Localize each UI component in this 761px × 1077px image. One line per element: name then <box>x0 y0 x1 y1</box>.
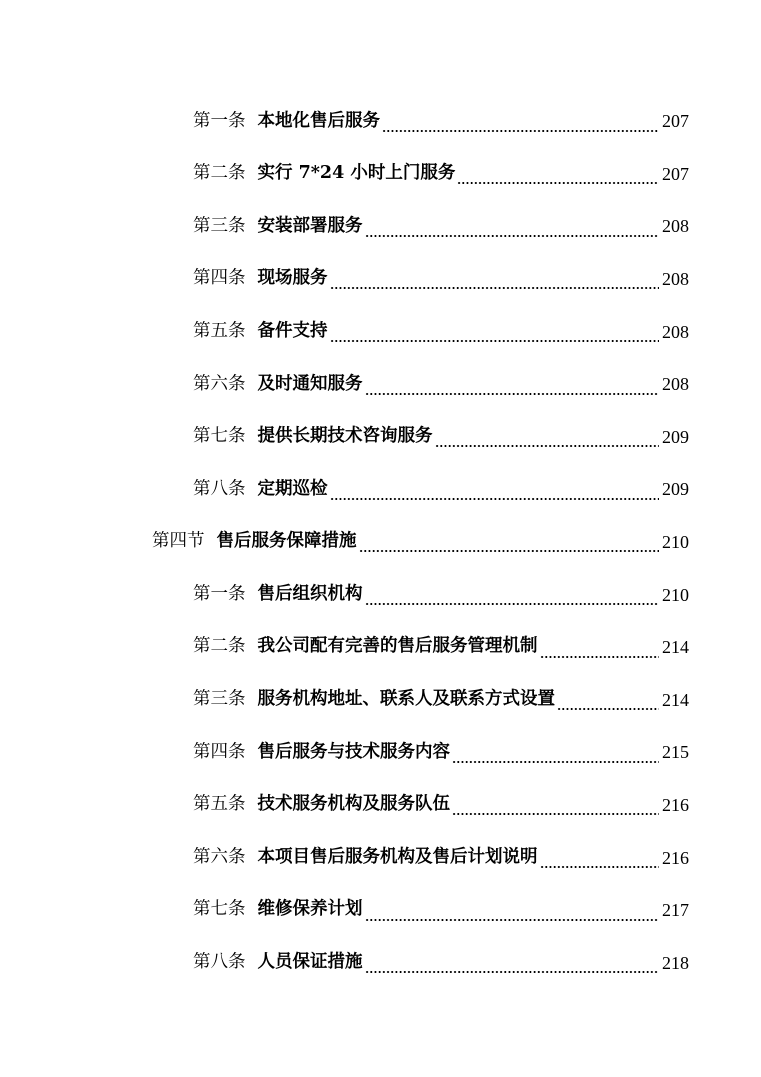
toc-entry-page: 216 <box>662 795 689 816</box>
toc-entry-page: 208 <box>662 269 689 290</box>
toc-entry-number: 第六条 <box>193 846 246 867</box>
toc-entry-title: 安装部署服务 <box>257 215 363 236</box>
dot-leader <box>540 865 660 869</box>
toc-entry-page: 208 <box>662 216 689 237</box>
toc-entry[interactable] <box>0 726 689 779</box>
toc-entry-number: 第三条 <box>193 215 246 236</box>
toc-entry[interactable] <box>0 200 689 253</box>
toc-entry-number: 第八条 <box>193 952 246 973</box>
toc-entry-title: 售后服务保障措施 <box>216 531 357 552</box>
toc-entry-number: 第七条 <box>193 426 246 447</box>
toc-entry-page: 215 <box>662 742 689 763</box>
dot-leader <box>330 339 660 343</box>
toc-entry-number: 第五条 <box>193 794 246 815</box>
toc-entry-number: 第三条 <box>193 689 246 710</box>
toc-entry-page: 209 <box>662 479 689 500</box>
toc-entry-title: 人员保证措施 <box>257 952 363 973</box>
dot-leader <box>359 549 660 553</box>
toc-entry-page: 210 <box>662 532 689 553</box>
toc-section-entry[interactable] <box>0 516 689 569</box>
toc-entry-number: 第一条 <box>193 583 246 604</box>
toc-entry-title: 实行 7*24 小时上门服务 <box>257 163 456 184</box>
toc-entry-title: 本地化售后服务 <box>257 110 380 131</box>
toc-entry-page: 218 <box>662 952 689 973</box>
toc-entry[interactable] <box>0 831 689 884</box>
toc-entry-title: 我公司配有完善的售后服务管理机制 <box>257 636 538 657</box>
toc-entry-number: 第四条 <box>193 741 246 762</box>
dot-leader <box>435 444 660 448</box>
toc-entry[interactable] <box>0 779 689 832</box>
dot-leader <box>365 234 660 238</box>
dot-leader <box>452 812 659 816</box>
toc-entry[interactable] <box>0 621 689 674</box>
toc-entry-page: 214 <box>662 637 689 658</box>
dot-leader <box>382 129 659 133</box>
dot-leader <box>365 602 660 606</box>
toc-entry-page: 209 <box>662 426 689 447</box>
toc-entry-number: 第五条 <box>193 320 246 341</box>
toc-entry-title: 技术服务机构及服务队伍 <box>257 794 450 815</box>
toc-entry-number: 第六条 <box>193 373 246 394</box>
dot-leader <box>365 970 660 974</box>
toc-entry-number: 第四节 <box>152 531 205 552</box>
toc-entry-title: 定期巡检 <box>257 478 328 499</box>
toc-entry[interactable] <box>0 411 689 464</box>
toc-entry[interactable] <box>0 358 689 411</box>
toc-entry-page: 207 <box>662 163 689 184</box>
toc-entry-title: 维修保养计划 <box>257 899 363 920</box>
toc-entry-number: 第四条 <box>193 268 246 289</box>
toc-entry-title: 售后组织机构 <box>257 583 363 604</box>
toc-entry-number: 第二条 <box>193 163 246 184</box>
toc-entry-title: 及时通知服务 <box>257 373 363 394</box>
toc-entry-page: 208 <box>662 321 689 342</box>
toc-entry-page: 207 <box>662 111 689 132</box>
toc-entry-title: 服务机构地址、联系人及联系方式设置 <box>257 689 555 710</box>
toc-entry-number: 第二条 <box>193 636 246 657</box>
dot-leader <box>330 497 660 501</box>
table-of-contents <box>0 95 761 989</box>
toc-entry-number: 第八条 <box>193 478 246 499</box>
toc-entry-number: 第一条 <box>193 110 246 131</box>
toc-entry-page: 216 <box>662 847 689 868</box>
dot-leader <box>365 918 660 922</box>
toc-entry-page: 217 <box>662 900 689 921</box>
toc-entry[interactable] <box>0 148 689 201</box>
toc-entry[interactable] <box>0 674 689 727</box>
dot-leader <box>452 760 659 764</box>
toc-entry[interactable] <box>0 463 689 516</box>
toc-entry[interactable] <box>0 305 689 358</box>
dot-leader <box>540 655 660 659</box>
toc-entry-number: 第七条 <box>193 899 246 920</box>
toc-entry-title: 备件支持 <box>257 320 328 341</box>
toc-entry-page: 210 <box>662 584 689 605</box>
toc-entry-title: 现场服务 <box>257 268 328 289</box>
toc-entry[interactable] <box>0 568 689 621</box>
toc-entry[interactable] <box>0 253 689 306</box>
toc-entry-title: 售后服务与技术服务内容 <box>257 741 450 762</box>
dot-leader <box>365 392 660 396</box>
dot-leader <box>457 181 659 185</box>
toc-entry[interactable] <box>0 937 689 990</box>
dot-leader <box>557 707 659 711</box>
toc-entry[interactable] <box>0 95 689 148</box>
toc-entry-page: 208 <box>662 374 689 395</box>
toc-entry[interactable] <box>0 884 689 937</box>
toc-entry-title: 本项目售后服务机构及售后计划说明 <box>257 846 538 867</box>
toc-entry-title: 提供长期技术咨询服务 <box>257 426 433 447</box>
toc-entry-page: 214 <box>662 689 689 710</box>
dot-leader <box>330 286 660 290</box>
